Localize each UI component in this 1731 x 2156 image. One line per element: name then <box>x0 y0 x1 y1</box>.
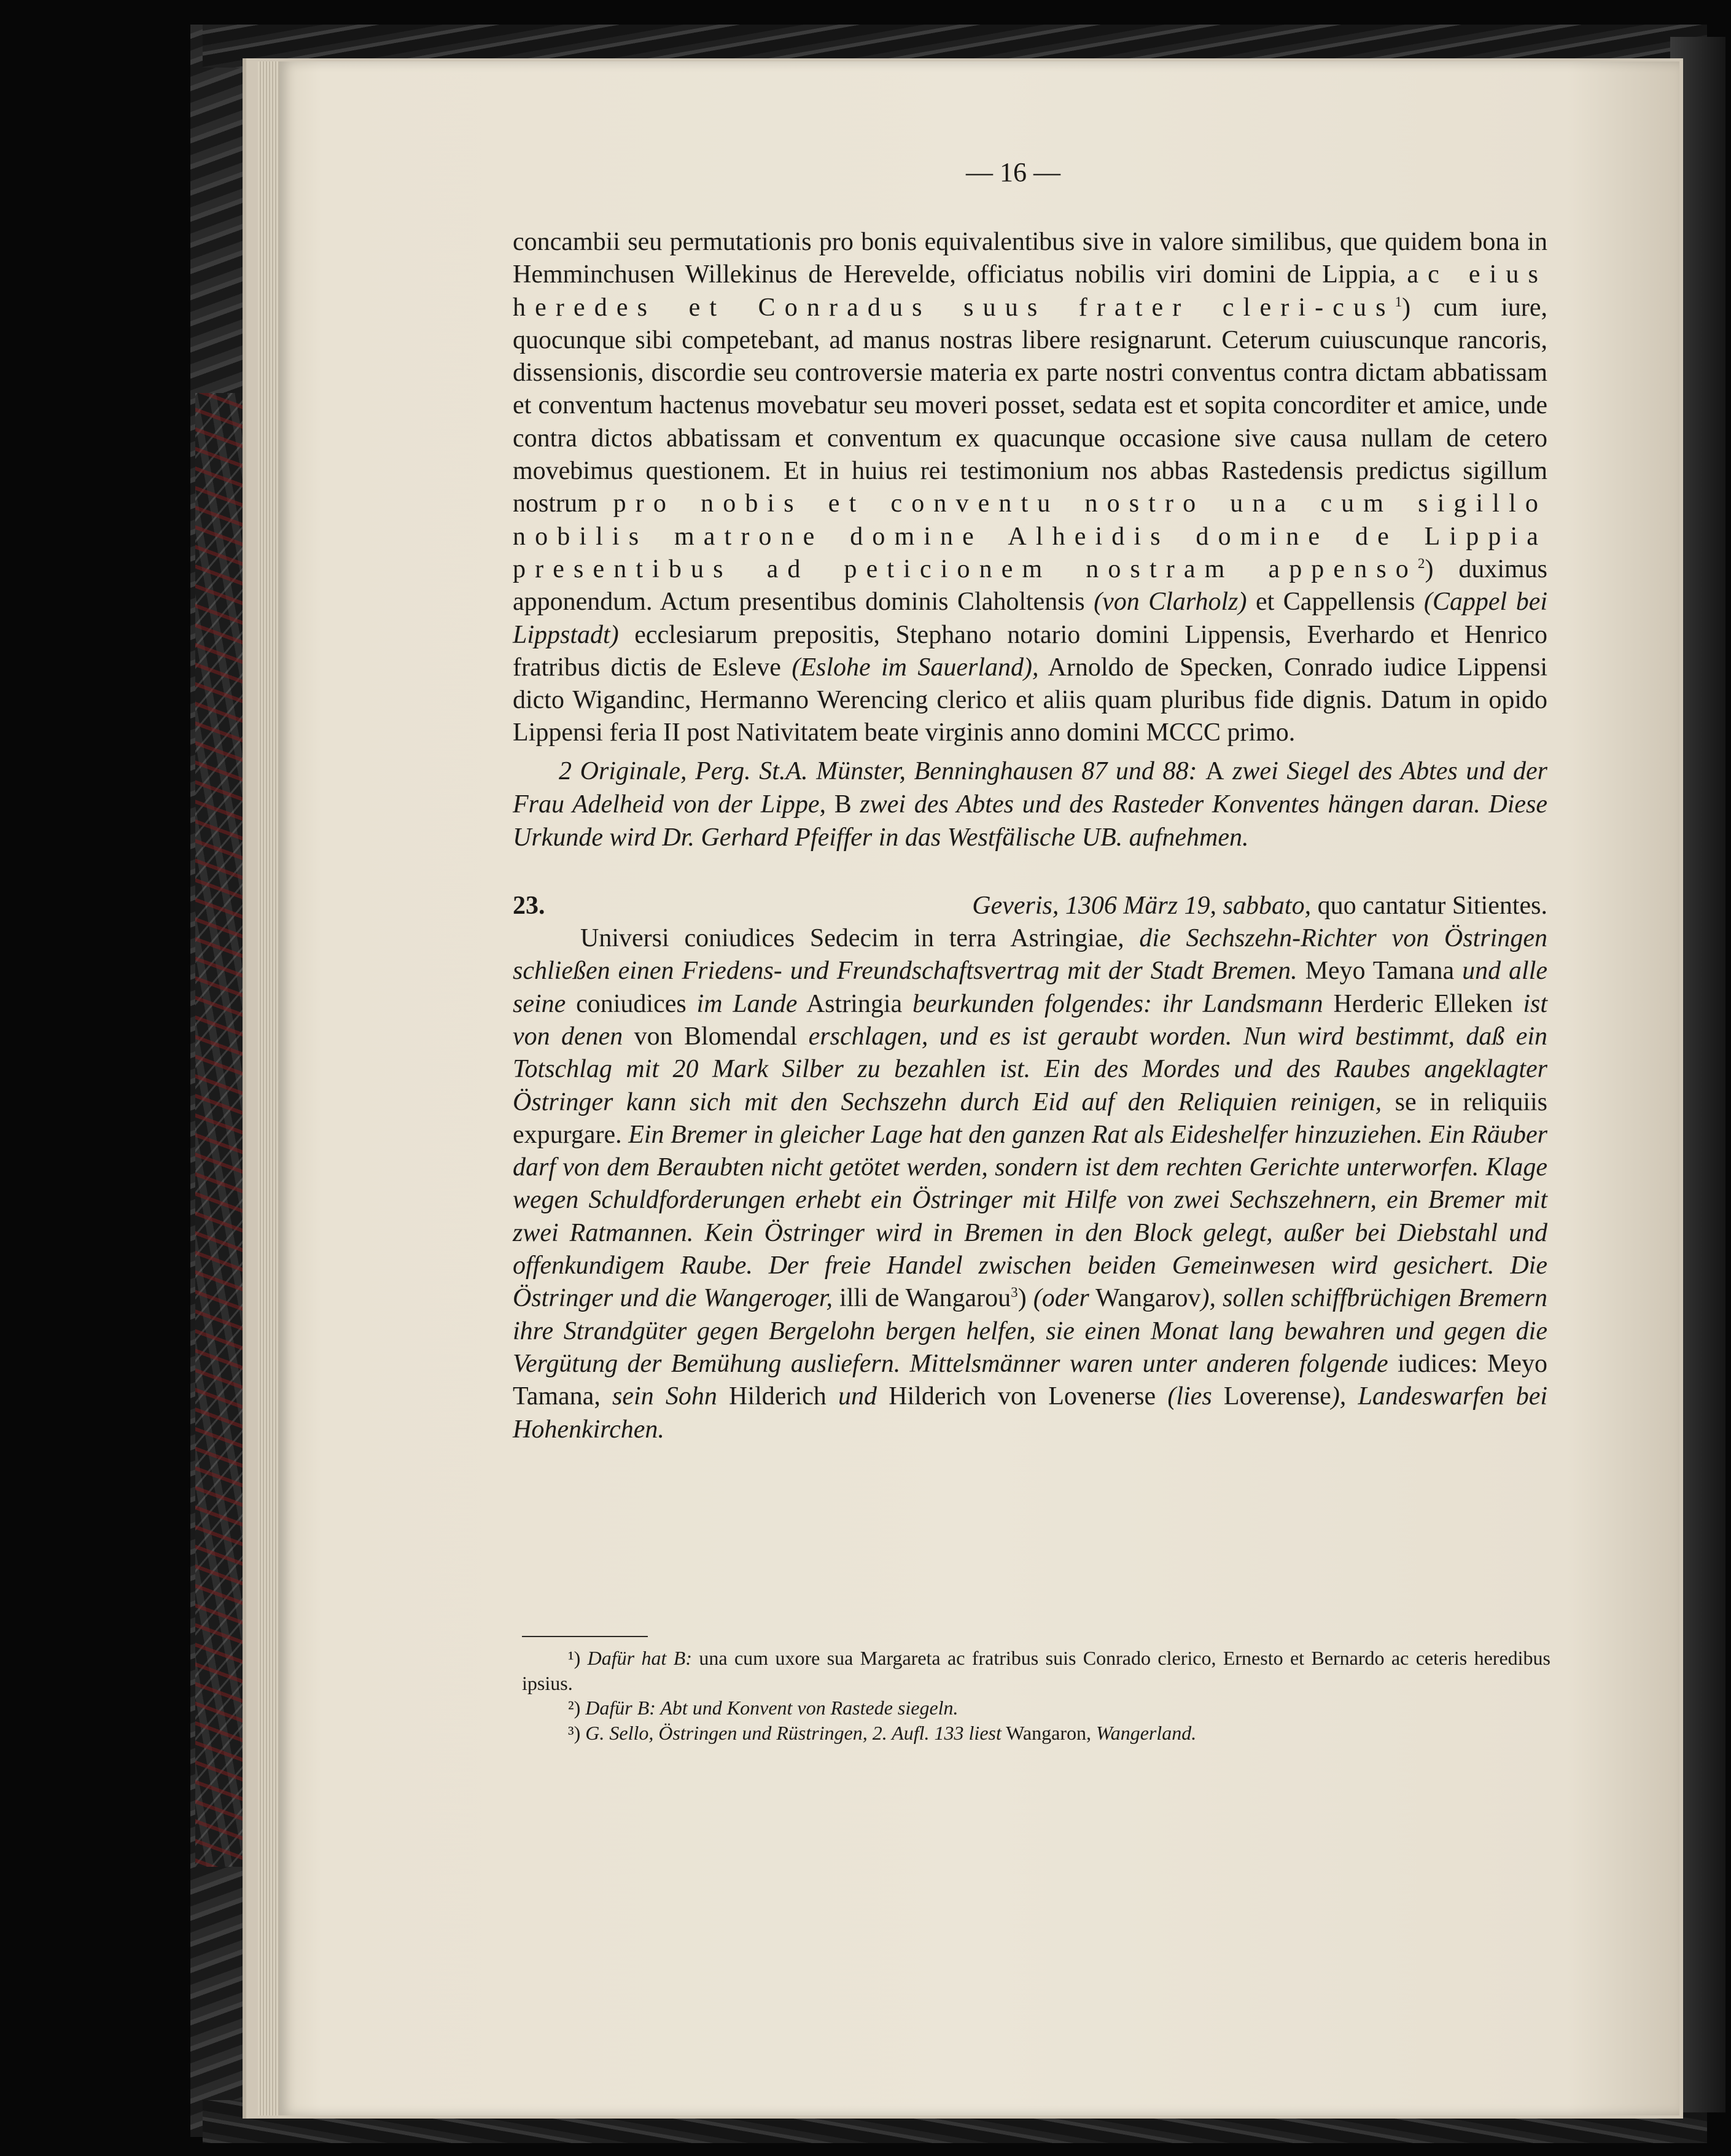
charter-text-paragraph: concambii seu permutationis pro bonis equivalentibus sive in valore similibus, que quidem bona in Hemminchusen Willekinus de Herevelde, officiatus nobilis viri domini de Lippia, ac eius heredes et Conradus suus frater cleri-cus$^1$) cum iure, quocunque sibi competebant, ad manus nostras libere resignarunt. Ceterum cuiuscunque rancoris, dissensionis, discordie seu controversie materia ex parte nostri conventus contra dictam abbatissam et conventum hactenus movebatur seu moveri posset, sedata est et sopita concorditer et amice, unde contra dictos abbatissam et conventum ex quacunque occasione sive causa nullam de cetero movebimus questionem. Et in huius rei testimonium nos abbas Rastedensis predictus sigillum nostrum pro nobis et conventu nostro una cum sigillo nobilis matrone domine Alheidis domine de Lippia presentibus ad peticionem nostram appenso$^2$) duximus apponendum. Actum presentibus dominis Claholtensis (von Clarholz) et Cappellensis (Cappel bei Lippstadt) ecclesiarum prepositis, Stephano notario domini Lippensis, Everhardo et Henrico fratribus dictis de Esleve (Eslohe im Sauerland), Arnoldo de Specken, Conrado iudice Lippensi dicto Wigandinc, Hermanno Werencing clerico et aliis quam pluribus fide dignis. Datum in opido Lippensi feria II post Nativitatem beate virginis anno domini MCCC primo. <box>513 228 1548 747</box>
footnote-divider <box>522 1636 648 1637</box>
footnote-ref-2: 2 <box>1417 555 1425 571</box>
footnote-2: ²) Dafür B: Abt und Konvent von Rastede siegeln. <box>568 1697 959 1719</box>
entry-number: 23. <box>513 891 545 920</box>
page-number: — 16 — <box>966 157 1060 187</box>
entry-heading <box>513 890 1547 922</box>
entry-place-date: Geveris, 1306 März 19, sabbato, quo cantatur Sitientes. <box>972 891 1547 920</box>
main-text-block <box>513 226 1547 1446</box>
entry-summary: Universi coniudices Sedecim in terra Astringiae, die Sechszehn-Richter von Östringen schließen einen Friedens- und Freundschaftsvertrag mit der Stadt Bremen. Meyo Tamana und alle seine coniudices im Lande Astringia beurkunden folgendes: ihr Landsmann Herderic Elleken ist von denen von Blomendal erschlagen, und es ist geraubt worden. Nun wird bestimmt, daß ein Totschlag mit 20 Mark Silber zu bezahlen ist. Ein des Mordes und des Raubes angeklagter Östringer kann sich mit den Sechszehn durch Eid auf den Reliquien reinigen, se in reliquiis expurgare. Ein Bremer in gleicher Lage hat den ganzen Rat als Eideshelfer hinzuziehen. Ein Räuber darf von dem Beraubten nicht getötet werden, sondern ist dem rechten Gerichte unterworfen. Klage wegen Schuldforderungen erhebt ein Östringer mit Hilfe von zwei Sechszehnern, ein Bremer mit zwei Ratmannen. Kein Östringer wird in Bremen in den Block gelegt, außer bei Diebstahl und offenkundigem Raube. Der freie Handel zwischen beiden Gemeinwesen wird gesichert. Die Östringer und die Wangeroger, illi de Wangarou$^3$) (oder Wangarov), sollen schiffbrüchigen Bremern ihre Strandgüter gegen Bergelohn bergen helfen, sie einen Monat lang bewahren und gegen die Vergütung der Bemühung ausliefern. Mittelsmänner waren unter anderen folgende iudices: Meyo Tamana, sein Sohn Hilderich und Hilderich von Lovenerse (lies Loverense), Landeswarfen bei Hohenkirchen. <box>513 924 1548 1444</box>
footnote-1: ¹) Dafür hat B: una cum uxore sua Margareta ac fratribus suis Conrado clerico, Ernesto et Bernardo ac ceteris heredibus ipsius. <box>522 1647 1550 1694</box>
page-edge-lines <box>258 61 282 2115</box>
footnotes <box>522 1646 1550 1745</box>
footnote-ref-3: 3 <box>1011 1284 1018 1301</box>
source-note: 2 Originale, Perg. St.A. Münster, Benninghausen 87 und 88: A zwei Siegel des Abtes und der Frau Adelheid von der Lippe, B zwei des Abtes und des Rasteder Konventes hängen daran. Diese Urkunde wird Dr. Gerhard Pfeiffer in das Westfälische UB. aufnehmen. <box>513 757 1548 852</box>
footnote-ref-1: 1 <box>1395 293 1402 309</box>
footnote-3: ³) G. Sello, Östringen und Rüstringen, 2. Aufl. 133 liest Wangaron, Wangerland. <box>568 1721 1197 1744</box>
